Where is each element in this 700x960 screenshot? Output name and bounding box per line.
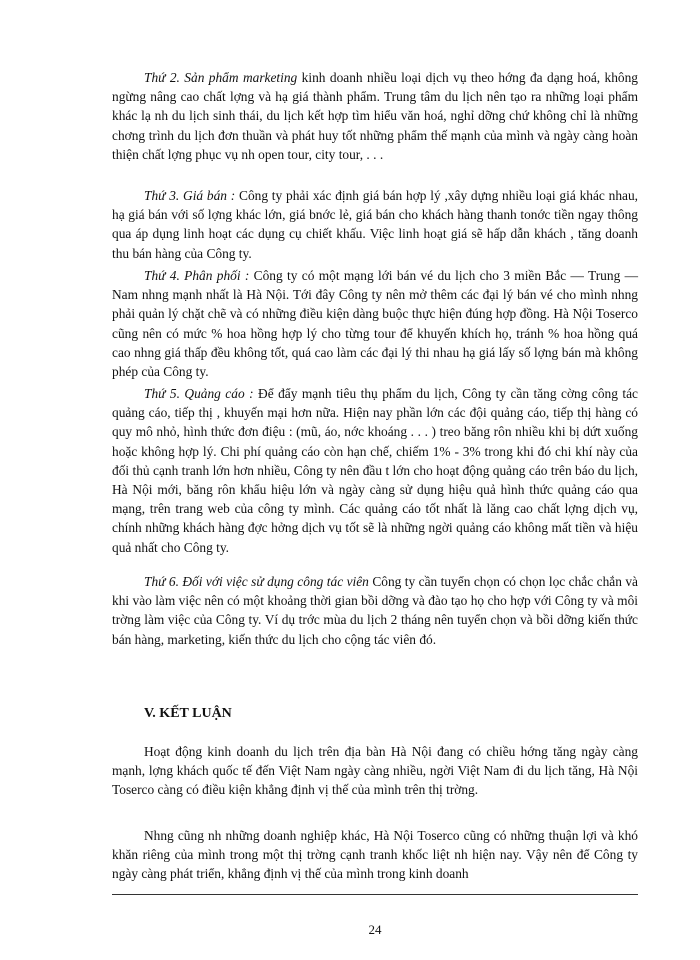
paragraph-text: Công ty cần tuyển chọn có chọn lọc chắc chắn và khi vào làm việc nên có một khoảng thời gian bồi dỡng và đào tạo họ cho hợp với Công ty và môi trờng làm việc của Công ty. Ví dụ trớc mùa du lịch 2 tháng nên tuyển chọn và bồi dỡng kiến thức bán hàng, marketing, kiến thức du lịch cho cộng tác viên đó. [112,574,638,647]
page-number: 24 [368,922,382,937]
paragraph-lead: Thứ 3. Giá bán : [144,188,236,203]
paragraph-text: Công ty có một mạng lới bán vé du lịch cho 3 miền Bắc — Trung — Nam nhng mạnh nhất là Hà Nội. Tới đây Công ty nên mở thêm các đại lý bán vé cho mình nhng phải quản lý chặt chẽ và có những điều kiện dàng buộc thực hiện đúng hợp đồng. Hà Nội Toserco cũng nên có mức % hoa hồng hợp lý cho từng tour để khuyến khích họ, tránh % hoa hồng quá cao nhng giá thấp đều không tốt, quá cao làm các đại lý thi nhau hạ giá lấy số lợng bán mà không phép của Công ty. [112,268,638,380]
paragraph-lead: Thứ 5. Quảng cáo : [144,386,254,401]
footer-divider [112,894,638,895]
paragraph-distribution [112,266,638,381]
section-heading: V. KẾT LUẬN [144,706,232,721]
paragraph-collaborators [112,572,638,649]
paragraph-text: Công ty phải xác định giá bán hợp lý ,xây dựng nhiều loại giá khác nhau, hạ giá bán với số lợng khác lớn, giá bnớc lẻ, giá bán cho khách hàng thanh tonớc tiền ngay thông qua áp dụng linh hoạt các dụng cụ chiết khấu. Việc linh hoạt giá sẽ hấp dẫn khách , tăng doanh thu bán hàng của Công ty. [112,188,638,261]
paragraph-text: kinh doanh nhiều loại dịch vụ theo hớng đa dạng hoá, không ngừng nâng cao chất lợng và hạ giá thành phẩm. Trung tâm du lịch nên tạo ra những loại phẩm khác lạ nh du lịch sinh thái, du lịch kết hợp tìm hiểu văn hoá, nghỉ dỡng chứ không chỉ là những chơng trình du lịch đơn thuần và phát huy tốt những phẩm thế mạnh của mình và ngày càng hoàn thiện chất lợng phục vụ nh open tour, city tour, . . . [112,70,638,162]
conclusion-paragraph-1: Hoạt động kinh doanh du lịch trên địa bàn Hà Nội đang có chiều hớng tăng ngày càng mạnh, lợng khách quốc tế đến Việt Nam ngày càng nhiều, ngời Việt Nam đi du lịch tăng, Hà Nội Toserco càng có điều kiện khẳng định vị thế của mình trên thị trờng. [112,744,638,798]
conclusion-paragraph-2: Nhng cũng nh những doanh nghiệp khác, Hà Nội Toserco cũng có những thuận lợi và khó khăn riêng của mình trong một thị trờng cạnh tranh khốc liệt nh hiện nay. Vậy nên để Công ty ngày càng phát triển, khẳng định vị thế của mình trong kinh doanh [112,828,638,882]
paragraph-lead: Thứ 2. Sản phẩm marketing [144,70,298,85]
paragraph-lead: Thứ 4. Phân phối : [144,268,250,283]
paragraph-price [112,186,638,263]
paragraph-text: Để đẩy mạnh tiêu thụ phẩm du lịch, Công ty cần tăng cờng công tác quảng cáo, tiếp thị , khuyến mại hơn nữa. Hiện nay phần lớn các đội quảng cáo, tiếp thị hàng có quy mô nhỏ, hình thức đơn điệu : (mũ, áo, nớc khoáng . . . ) treo băng rôn nhiều khi bị dứt xuống hoặc không hợp lý. Chi phí quảng cáo còn hạn chế, chiếm 1% - 3% trong khi đó chi khí này của đối thủ cạnh tranh lớn hơn nhiều, Công ty nên đầu t lớn cho hoạt động quảng cáo trên báo du lịch, Hà Nội mới, băng rôn khẩu hiệu lớn và ngày càng sử dụng hiệu quả hình thức quảng cáo qua mạng, trên trang web của công ty mình. Các quảng cáo tốt nhất là lăng cao chất lợng dịch vụ, chính những khách hàng đợc hởng dịch vụ tốt sẽ là những ngời quảng cáo không mất tiền và hiệu quả nhất cho Công ty. [112,386,638,555]
paragraph-marketing-product [112,68,638,164]
paragraph-advertising [112,384,638,557]
paragraph-lead: Thứ 6. Đối với việc sử dụng công tác viên [144,574,369,589]
